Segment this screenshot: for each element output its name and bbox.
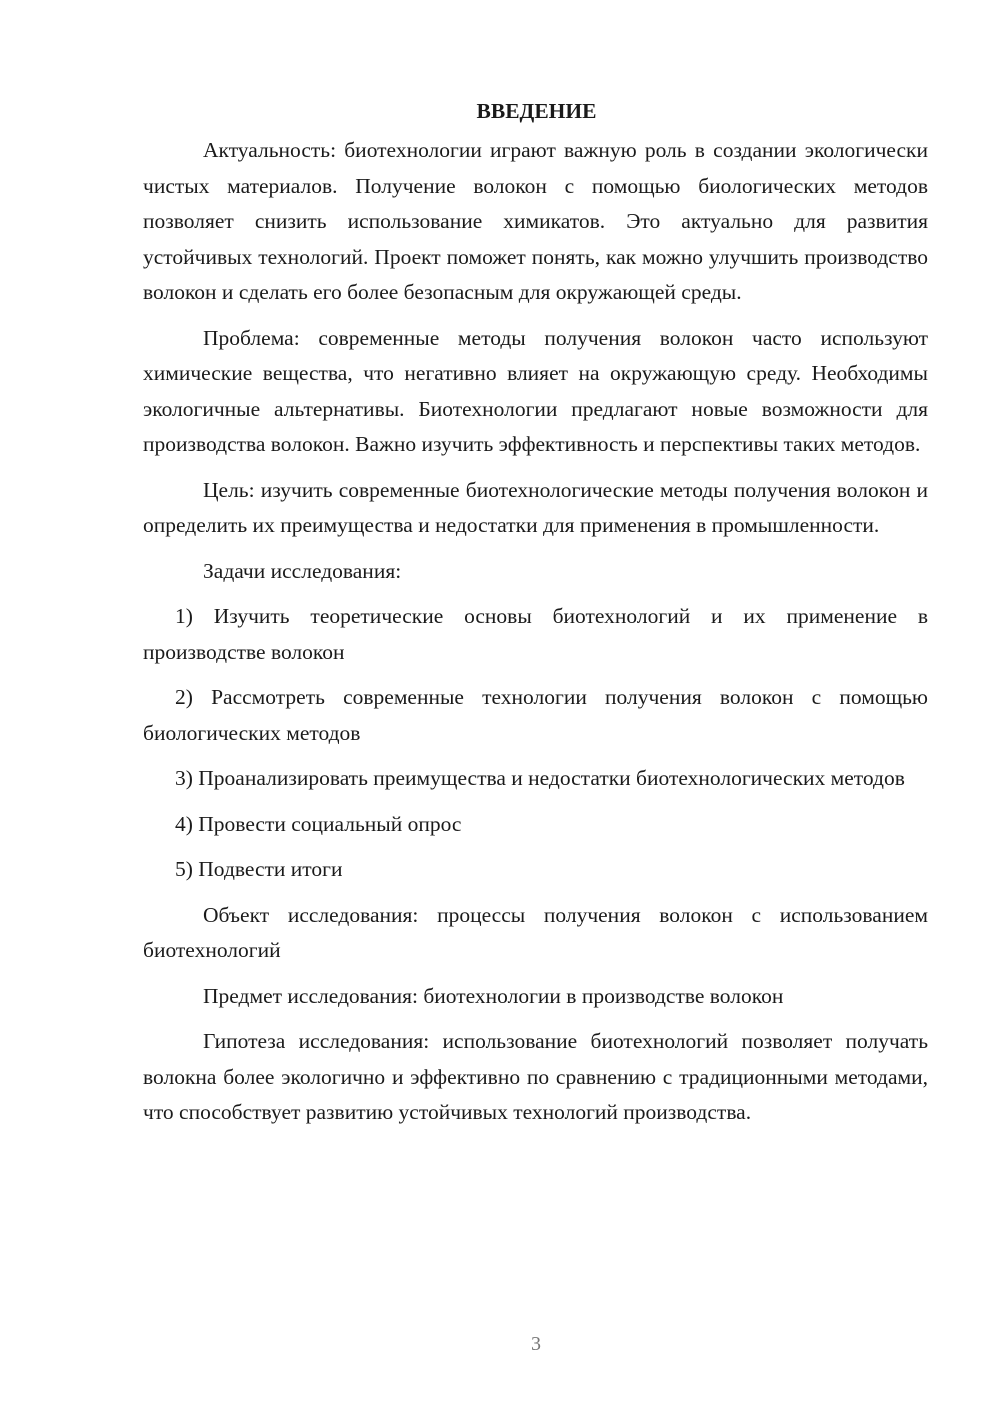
page-body [143,93,928,1141]
section-title: ВВЕДЕНИЕ [476,99,597,123]
problem-paragraph: Проблема: современные методы получения волокон часто используют химические вещества, что негативно влияет на окружающую среду. Необходимы экологичные альтернативы. Биотехнологии предлагают новые возможности для производства волокон. Важно изучить эффективность и перспективы таких методов. [143,325,928,456]
task-item-3: 3) Проанализировать преимущества и недостатки биотехнологических методов [175,766,905,790]
subject-paragraph: Предмет исследования: биотехнологии в производстве волокон [203,983,784,1008]
task-item-4: 4) Провести социальный опрос [175,811,462,836]
object-paragraph: Объект исследования: процессы получения волокон с использованием биотехнологий [143,902,928,962]
task-item-2: 2) Рассмотреть современные технологии получения волокон с помощью биологических методов [143,685,928,745]
tasks-heading: Задачи исследования: [203,558,402,583]
relevance-paragraph: Актуальность: биотехнологии играют важную роль в создании экологически чистых материалов. Получение волокон с помощью биологических методов позволяет снизить использование химикатов. Это актуально для развития устойчивых технологий. Проект поможет понять, как можно улучшить производство волокон и сделать его более безопасным для окружающей среды. [143,138,928,304]
hypothesis-paragraph: Гипотеза исследования: использование биотехнологий позволяет получать волокна более экологично и эффективно по сравнению с традиционными методами, что способствует развитию устойчивых технологий производства. [143,1029,928,1124]
task-item-1: 1) Изучить теоретические основы биотехнологий и их применение в производстве волокон [143,604,928,664]
goal-paragraph: Цель: изучить современные биотехнологические методы получения волокон и определить их преимущества и недостатки для применения в промышленности. [143,477,928,537]
task-item-5: 5) Подвести итоги [175,857,343,881]
page-number: 3 [531,1333,541,1355]
